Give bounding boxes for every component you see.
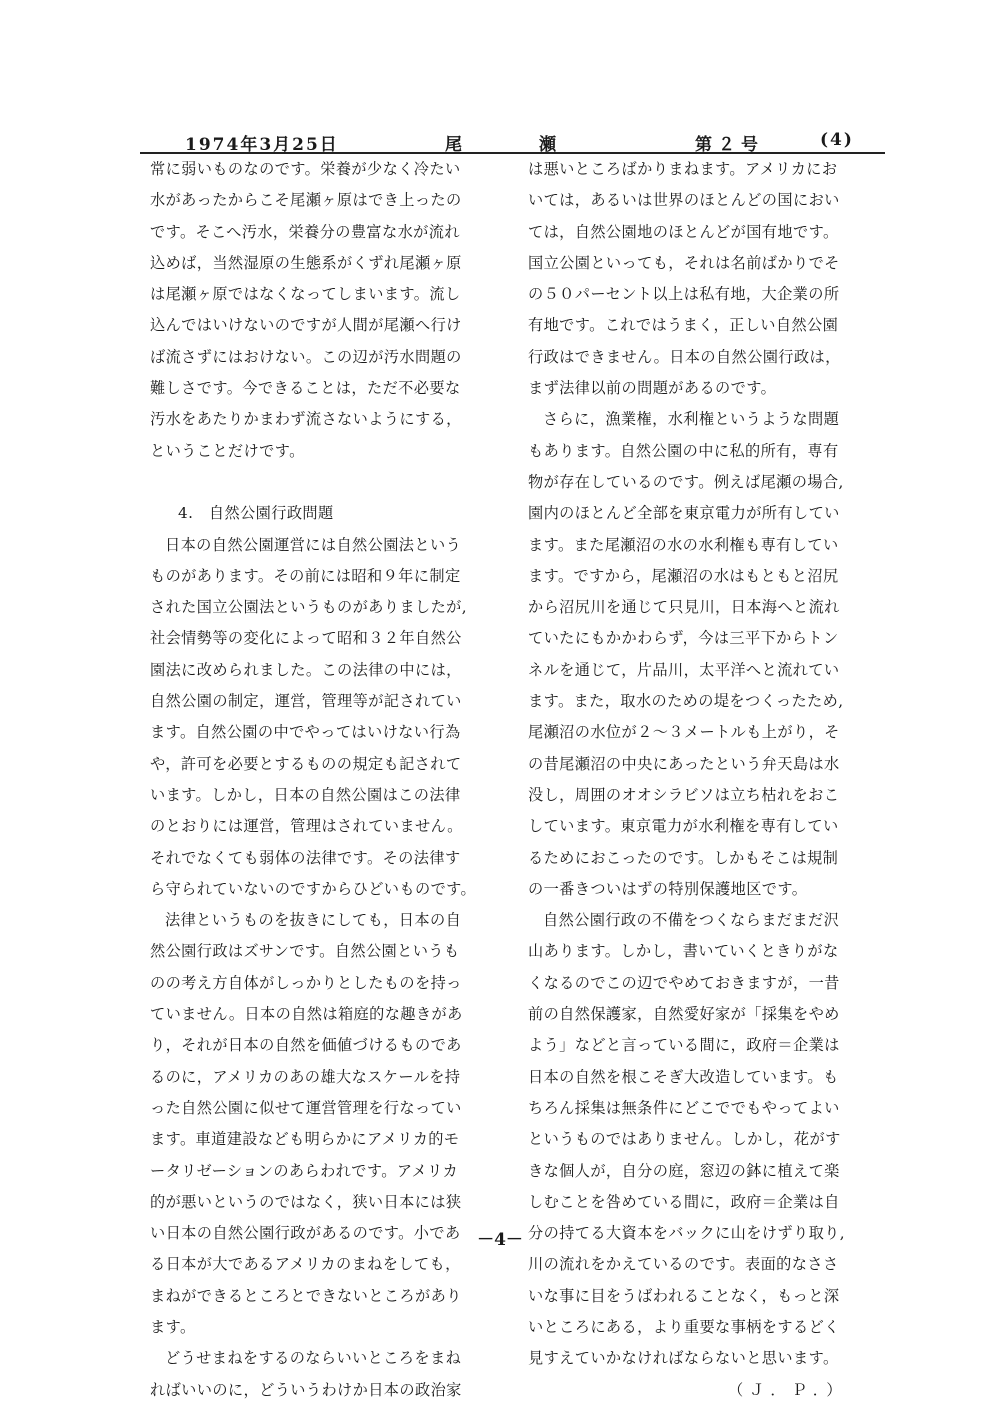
text-line: しむことを咎めている間に，政府＝企業は自 — [528, 1192, 840, 1211]
text-line: 常に弱いものなのです。栄養が少なく冷たい — [150, 160, 461, 178]
text-line: 法律というものを抜きにしても，日本の自 — [165, 911, 462, 930]
text-line: いところにある，より重要な事柄をするどく — [528, 1317, 840, 1336]
text-line: いては，あるいは世界のほとんどの国におい — [528, 191, 840, 210]
text-line: 川の流れをかえているのです。表面的なささ — [528, 1255, 839, 1274]
text-line: ます。車道建設なども明らかにアメリカ的モ — [150, 1130, 460, 1149]
text-line: ら守られていないのですからひどいものです。 — [150, 879, 477, 898]
blank-line — [150, 467, 485, 498]
text-line: くなるのでこの辺でやめておきますが，一昔 — [528, 973, 840, 992]
text-line: の５０パーセント以上は私有地，大企業の所 — [528, 285, 840, 304]
text-line: ていたにもかかわらず，今は三平下からトン — [528, 629, 839, 648]
text-line: 込んではいけないのですが人間が尾瀬へ行け — [150, 316, 462, 335]
text-line: います。しかし，日本の自然公園はこの法律 — [150, 785, 461, 804]
text-line: 尾瀬沼の水位が２～３メートルも上がり，そ — [528, 723, 840, 742]
text-line: 難しさです。今できることは，ただ不必要な — [150, 379, 461, 398]
text-line: 水があったからこそ尾瀬ヶ原はでき上ったの — [150, 191, 462, 210]
text-line: ます。 — [150, 1317, 196, 1336]
text-line: の一番きついはずの特別保護地区です。 — [528, 879, 808, 898]
text-line: 園内のほとんど全部を東京電力が所有してい — [528, 504, 840, 523]
text-line: 園法に改められました。この法律の中には， — [150, 660, 462, 679]
text-line: 有地です。これではうまく，正しい自然公園 — [528, 316, 839, 335]
newsletter-title: 尾 瀬 — [445, 135, 586, 155]
text-line: どうせまねをするのならいいところをまね — [165, 1349, 462, 1368]
text-line: 没し，周囲のオオシラビソは立ち枯れをおこ — [528, 785, 840, 804]
text-line: る日本が大であるアメリカのまねをしても， — [150, 1255, 461, 1274]
text-line: いな事に目をうばわれることなく，もっと深 — [528, 1286, 840, 1305]
issue-number: 第２号 — [695, 135, 764, 155]
text-line: ということだけです。 — [150, 441, 305, 460]
text-line: 分の持てる大資本をバックに山をけずり取り, — [528, 1224, 845, 1243]
text-line: です。そこへ汚水，栄養分の豊富な水が流れ — [150, 222, 460, 241]
issue-date: 1974年3月25日 — [185, 135, 339, 155]
page-number-footer: －4－ — [477, 1230, 523, 1250]
text-line: よう」などと言っている間に，政府＝企業は — [528, 1036, 840, 1055]
left-column — [150, 154, 485, 1406]
text-line: しています。東京電力が水利権を専有してい — [528, 817, 839, 836]
text-line: まねができるところとできないところがあり — [150, 1286, 462, 1305]
text-line: るのに，アメリカのあの雄大なスケールを持 — [150, 1067, 461, 1086]
text-line: 山あります。しかし，書いていくときりがな — [528, 942, 839, 961]
text-line: ータリゼーションのあらわれです。アメリカ — [150, 1161, 459, 1180]
text-line: ては，自然公園地のほとんどが国有地です。 — [528, 222, 839, 241]
text-line: もあります。自然公園の中に私的所有，専有 — [528, 441, 839, 460]
text-line: ればいいのに，どういうわけか日本の政治家 — [150, 1380, 462, 1399]
text-line: 日本の自然公園運営には自然公園法という — [165, 535, 462, 554]
text-line: 前の自然保護家，自然愛好家が「採集をやめ — [528, 1005, 840, 1024]
text-line: された国立公園法というものがありましたが, — [150, 598, 467, 617]
right-column — [528, 154, 863, 1406]
header-page-number: (4) — [820, 130, 854, 150]
text-line: のとおりには運営，管理はされていません。 — [150, 817, 463, 836]
text-line: というものではありません。しかし，花がす — [528, 1130, 841, 1149]
text-line: 汚水をあたりかまわず流さないようにする， — [150, 410, 462, 429]
text-line: 国立公園といっても，それは名前ばかりでそ — [528, 253, 840, 272]
text-line: 見すえていかなければならないと思います。 — [528, 1349, 839, 1368]
text-line: ちろん採集は無条件にどこででもやってよい — [528, 1098, 840, 1117]
text-line: ば流さずにはおけない。この辺が汚水問題の — [150, 347, 462, 366]
text-line: それでなくても弱体の法律です。その法律す — [150, 848, 461, 867]
text-line: 的が悪いというのではなく，狭い日本には狭 — [150, 1192, 462, 1211]
text-line: ネルを通じて，片品川，太平洋へと流れてい — [528, 660, 840, 679]
text-line: や，許可を必要とするものの規定も記されて — [150, 754, 462, 773]
text-line: 自然公園行政の不備をつくならまだまだ沢 — [543, 911, 840, 930]
text-line: さらに，漁業権，水利権というような問題 — [543, 410, 840, 429]
text-line: まず法律以前の問題があるのです。 — [528, 379, 777, 398]
page-header — [160, 130, 870, 154]
text-line: い日本の自然公園行政があるのです。小であ — [150, 1224, 461, 1243]
text-line: 物が存在しているのです。例えば尾瀬の場合, — [528, 472, 844, 491]
text-line: ます。ですから，尾瀬沼の水はもともと沼尻 — [528, 566, 839, 585]
text-line: ものがあります。その前には昭和９年に制定 — [150, 566, 461, 585]
author-signature: （Ｊ．Ｐ．） — [728, 1380, 848, 1399]
text-line: から沼尻川を通じて只見川，日本海へと流れ — [528, 598, 840, 617]
text-line: 社会情勢等の変化によって昭和３２年自然公 — [150, 629, 462, 648]
text-line: ていません。日本の自然は箱庭的な趣きがあ — [150, 1005, 463, 1024]
text-line: のの考え方自体がしっかりとしたものを持っ — [150, 973, 462, 992]
text-line: 日本の自然を根こそぎ大改造しています。も — [528, 1067, 839, 1086]
text-line: り，それが日本の自然を価値づけるものであ — [150, 1036, 462, 1055]
section-heading: 4. 自然公園行政問題 — [178, 504, 334, 523]
text-line: ます。自然公園の中でやってはいけない行為 — [150, 723, 461, 742]
text-line: ます。また尾瀬沼の水の水利権も専有してい — [528, 535, 839, 554]
text-line: 行政はできません。日本の自然公園行政は， — [528, 347, 841, 366]
text-line: った自然公園に似せて運営管理を行なってい — [150, 1098, 462, 1117]
text-line: きな個人が，自分の庭，窓辺の鉢に植えて楽 — [528, 1161, 840, 1180]
text-line: の昔尾瀬沼の中央にあったという弁天島は水 — [528, 754, 840, 773]
text-line: ます。また，取水のための堤をつくったため, — [528, 692, 844, 711]
text-line: 込めば，当然湿原の生態系がくずれ尾瀬ヶ原 — [150, 253, 462, 272]
text-line: は尾瀬ヶ原ではなくなってしまいます。流し — [150, 285, 461, 304]
text-line: は悪いところばかりまねます。アメリカにお — [528, 160, 838, 178]
text-line: るためにおこったのです。しかもそこは規制 — [528, 848, 839, 867]
text-line: 然公園行政はズサンです。自然公園というも — [150, 942, 460, 961]
text-line: 自然公園の制定，運営，管理等が記されてい — [150, 692, 462, 711]
